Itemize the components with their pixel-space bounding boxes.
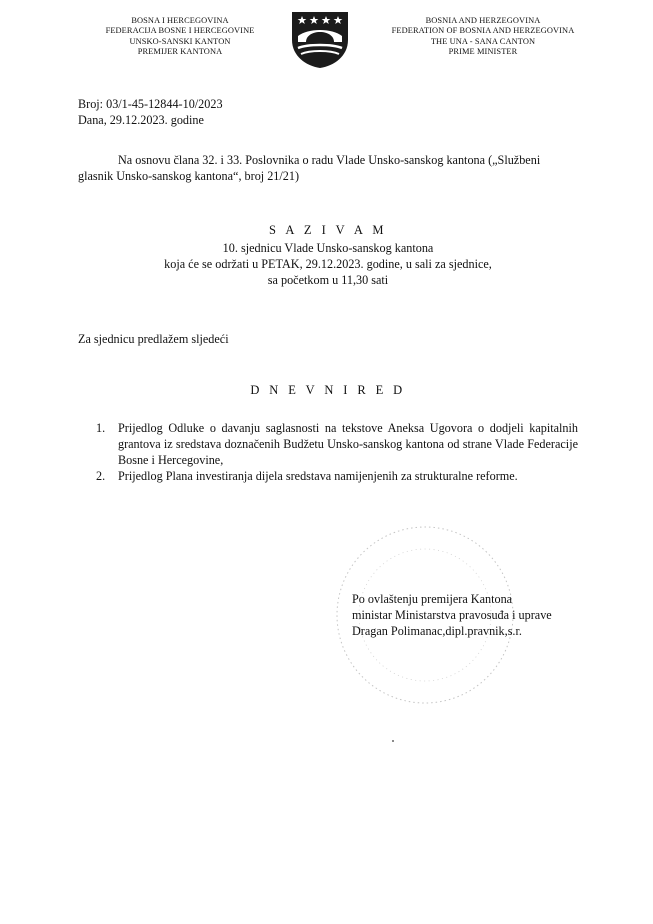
scan-speck — [392, 740, 394, 742]
convocation-block — [78, 222, 578, 288]
convocation-line: koja će se održati u PETAK, 29.12.2023. godine, u sali za sjednice, — [164, 257, 492, 271]
convocation-line: sa početkom u 11,30 sati — [267, 273, 389, 287]
proposal-line: Za sjednicu predlažem sljedeći — [78, 332, 229, 346]
agenda-item-number: 1. — [96, 421, 106, 435]
header-right — [378, 16, 588, 57]
coat-of-arms-icon — [290, 10, 350, 70]
header-right-line: BOSNIA AND HERZEGOVINA — [425, 16, 541, 25]
agenda-item-text: Prijedlog Plana investiranja dijela sredstava namijenjenih za strukturalne reforme. — [118, 469, 518, 483]
header-right-line: FEDERATION OF BOSNIA AND HERZEGOVINA — [391, 26, 575, 36]
header-left-line: PREMIJER KANTONA — [137, 46, 223, 56]
convocation-title: S A Z I V A M — [269, 223, 387, 237]
agenda-item — [78, 468, 578, 484]
signature-block — [352, 591, 552, 639]
intro-line: glasnik Unsko-sanskog kantona“, broj 21/21) — [78, 169, 300, 183]
header-left-line: FEDERACIJA BOSNE I HERCEGOVINE — [105, 26, 255, 36]
intro-line: Na osnovu člana 32. i 33. Poslovnika o radu Vlade Unsko-sanskog kantona („Službeni — [118, 153, 541, 167]
reference-block — [78, 96, 223, 128]
signature-line: ministar Ministarstva pravosuđa i uprave — [352, 608, 552, 622]
signature-line: Po ovlaštenju premijera Kantona — [352, 592, 513, 606]
agenda-title: D N E V N I R E D — [250, 383, 406, 397]
agenda-item — [78, 420, 578, 468]
header-right-line: THE UNA - SANA CANTON — [430, 36, 536, 46]
header-right-line: PRIME MINISTER — [448, 46, 518, 56]
agenda-item-text: Prijedlog Odluke o davanju saglasnosti na tekstove Aneksa Ugovora o dodjeli kapitalnih grantova iz sredstava doznačenih Budžetu Unsko-sanskog kantona od strane Vlade Federacije Bosne i Hercegovine, — [118, 421, 578, 467]
signature-line: Dragan Polimanac,dipl.pravnik,s.r. — [352, 624, 522, 638]
agenda-list — [78, 420, 578, 484]
header-left-line: UNSKO-SANSKI KANTON — [129, 36, 231, 46]
convocation-line: 10. sjednicu Vlade Unsko-sanskog kantona — [222, 241, 434, 255]
reference-date: Dana, 29.12.2023. godine — [78, 113, 204, 127]
agenda-item-number: 2. — [96, 469, 106, 483]
header-left-line: BOSNA I HERCEGOVINA — [131, 16, 229, 25]
reference-number: Broj: 03/1-45-12844-10/2023 — [78, 97, 223, 111]
header-left — [70, 16, 290, 57]
intro-paragraph — [78, 152, 578, 184]
